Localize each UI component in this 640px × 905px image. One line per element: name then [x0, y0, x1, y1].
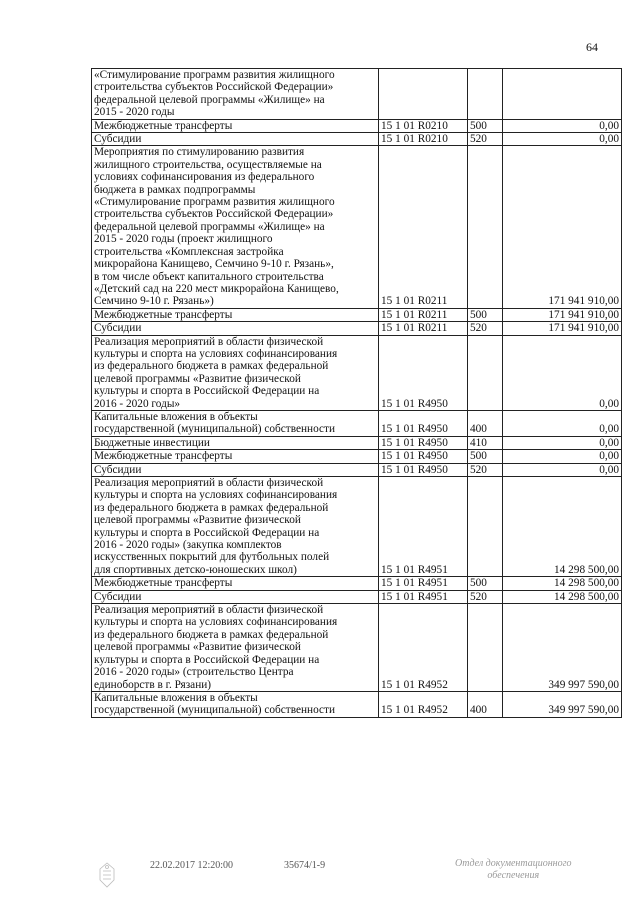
row-expense-type-cell: 500: [468, 450, 503, 463]
row-name-cell: Капитальные вложения в объекты государственной (муниципальной) собственности: [92, 410, 379, 436]
row-sum-cell: 349 997 590,00: [503, 691, 622, 717]
table-row: [92, 308, 622, 321]
row-expense-type-cell: 520: [468, 322, 503, 335]
table-row: [92, 335, 622, 410]
row-name-cell: Межбюджетные трансферты: [92, 450, 379, 463]
footer-stamp: Отдел документационного обеспечения: [455, 858, 572, 881]
table-row: [92, 322, 622, 335]
row-name-cell: Межбюджетные трансферты: [92, 119, 379, 132]
table-row: [92, 119, 622, 132]
row-sum-cell: 0,00: [503, 463, 622, 476]
row-name-cell: Субсидии: [92, 590, 379, 603]
footer-date: 22.02.2017 12:20:00: [150, 860, 234, 871]
row-name-cell: Реализация мероприятий в области физической культуры и спорта на условиях софинансирования из федерального бюджета в рамках федеральной целевой программы «Развитие физической культуры и спорта в Российской Федерации на 2016 - 2020 годы» (строительство Центра единоборств в г. Рязани): [92, 604, 379, 692]
row-expense-type-cell: 500: [468, 577, 503, 590]
row-code-cell: 15 1 01 R4950: [379, 335, 468, 410]
row-code-cell: [379, 69, 468, 120]
row-code-cell: 15 1 01 R4952: [379, 691, 468, 717]
row-name-cell: Мероприятия по стимулированию развития жилищного строительства, осуществляемые на условиях софинансирования из федерального бюджета в рамках подпрограммы «Стимулирование программ развития жилищного строительства субъектов Российской Федерации» федеральной целевой программы «Жилище» на 2015 - 2020 годы (проект жилищного строительства «Комплексная застройка микрорайона Канищево, Семчино 9-10 г. Рязань», в том числе объект капитального строительства «Детский сад на 220 мест микрорайона Канищево, Семчино 9-10 г. Рязань»): [92, 146, 379, 308]
footer-doc-number: 35674/1-9: [284, 860, 326, 871]
row-sum-cell: 0,00: [503, 335, 622, 410]
row-code-cell: 15 1 01 R4950: [379, 463, 468, 476]
row-sum-cell: 171 941 910,00: [503, 308, 622, 321]
table-row: [92, 577, 622, 590]
row-sum-cell: 0,00: [503, 133, 622, 146]
row-name-cell: Межбюджетные трансферты: [92, 577, 379, 590]
row-expense-type-cell: 520: [468, 133, 503, 146]
row-sum-cell: 0,00: [503, 119, 622, 132]
row-sum-cell: 171 941 910,00: [503, 146, 622, 308]
table-row: [92, 604, 622, 692]
row-expense-type-cell: 410: [468, 436, 503, 449]
table-row: [92, 436, 622, 449]
coat-of-arms-icon: [92, 860, 122, 890]
row-expense-type-cell: [468, 335, 503, 410]
row-code-cell: 15 1 01 R4951: [379, 577, 468, 590]
table-row: [92, 691, 622, 717]
row-sum-cell: 171 941 910,00: [503, 322, 622, 335]
row-code-cell: 15 1 01 R4951: [379, 590, 468, 603]
row-expense-type-cell: [468, 477, 503, 577]
row-code-cell: 15 1 01 R0211: [379, 308, 468, 321]
row-name-cell: Субсидии: [92, 463, 379, 476]
row-name-cell: Бюджетные инвестиции: [92, 436, 379, 449]
row-expense-type-cell: 520: [468, 463, 503, 476]
row-sum-cell: 0,00: [503, 410, 622, 436]
row-name-cell: Реализация мероприятий в области физической культуры и спорта на условиях софинансирования из федерального бюджета в рамках федеральной целевой программы «Развитие физической культуры и спорта в Российской Федерации на 2016 - 2020 годы»: [92, 335, 379, 410]
row-sum-cell: 0,00: [503, 436, 622, 449]
row-name-cell: Субсидии: [92, 133, 379, 146]
row-expense-type-cell: 400: [468, 410, 503, 436]
row-expense-type-cell: 520: [468, 590, 503, 603]
row-sum-cell: 14 298 500,00: [503, 577, 622, 590]
row-name-cell: Субсидии: [92, 322, 379, 335]
page-number: 64: [586, 40, 598, 54]
table-row: [92, 450, 622, 463]
table-row: [92, 146, 622, 308]
row-name-cell: Реализация мероприятий в области физической культуры и спорта на условиях софинансирования из федерального бюджета в рамках федеральной целевой программы «Развитие физической культуры и спорта в Российской Федерации на 2016 - 2020 годы» (закупка комплектов искусственных покрытий для футбольных полей для спортивных детско-юношеских школ): [92, 477, 379, 577]
table-row: [92, 590, 622, 603]
row-code-cell: 15 1 01 R4951: [379, 477, 468, 577]
row-expense-type-cell: [468, 69, 503, 120]
row-expense-type-cell: [468, 146, 503, 308]
table-row: [92, 477, 622, 577]
footer: [0, 858, 640, 898]
table-row: [92, 463, 622, 476]
row-expense-type-cell: 400: [468, 691, 503, 717]
row-code-cell: 15 1 01 R4952: [379, 604, 468, 692]
row-sum-cell: [503, 69, 622, 120]
row-code-cell: 15 1 01 R0210: [379, 119, 468, 132]
row-code-cell: 15 1 01 R0210: [379, 133, 468, 146]
row-name-cell: «Стимулирование программ развития жилищного строительства субъектов Российской Федерации» федеральной целевой программы «Жилище» на 2015 - 2020 годы: [92, 69, 379, 120]
row-sum-cell: 14 298 500,00: [503, 590, 622, 603]
row-name-cell: Капитальные вложения в объекты государственной (муниципальной) собственности: [92, 691, 379, 717]
row-expense-type-cell: 500: [468, 119, 503, 132]
row-expense-type-cell: [468, 604, 503, 692]
row-code-cell: 15 1 01 R0211: [379, 146, 468, 308]
row-code-cell: 15 1 01 R4950: [379, 410, 468, 436]
table-row: [92, 133, 622, 146]
row-sum-cell: 0,00: [503, 450, 622, 463]
row-sum-cell: 349 997 590,00: [503, 604, 622, 692]
row-sum-cell: 14 298 500,00: [503, 477, 622, 577]
row-expense-type-cell: 500: [468, 308, 503, 321]
budget-table: [91, 68, 622, 718]
table-row: [92, 410, 622, 436]
row-code-cell: 15 1 01 R4950: [379, 450, 468, 463]
row-name-cell: Межбюджетные трансферты: [92, 308, 379, 321]
row-code-cell: 15 1 01 R0211: [379, 322, 468, 335]
row-code-cell: 15 1 01 R4950: [379, 436, 468, 449]
table-row: [92, 69, 622, 120]
